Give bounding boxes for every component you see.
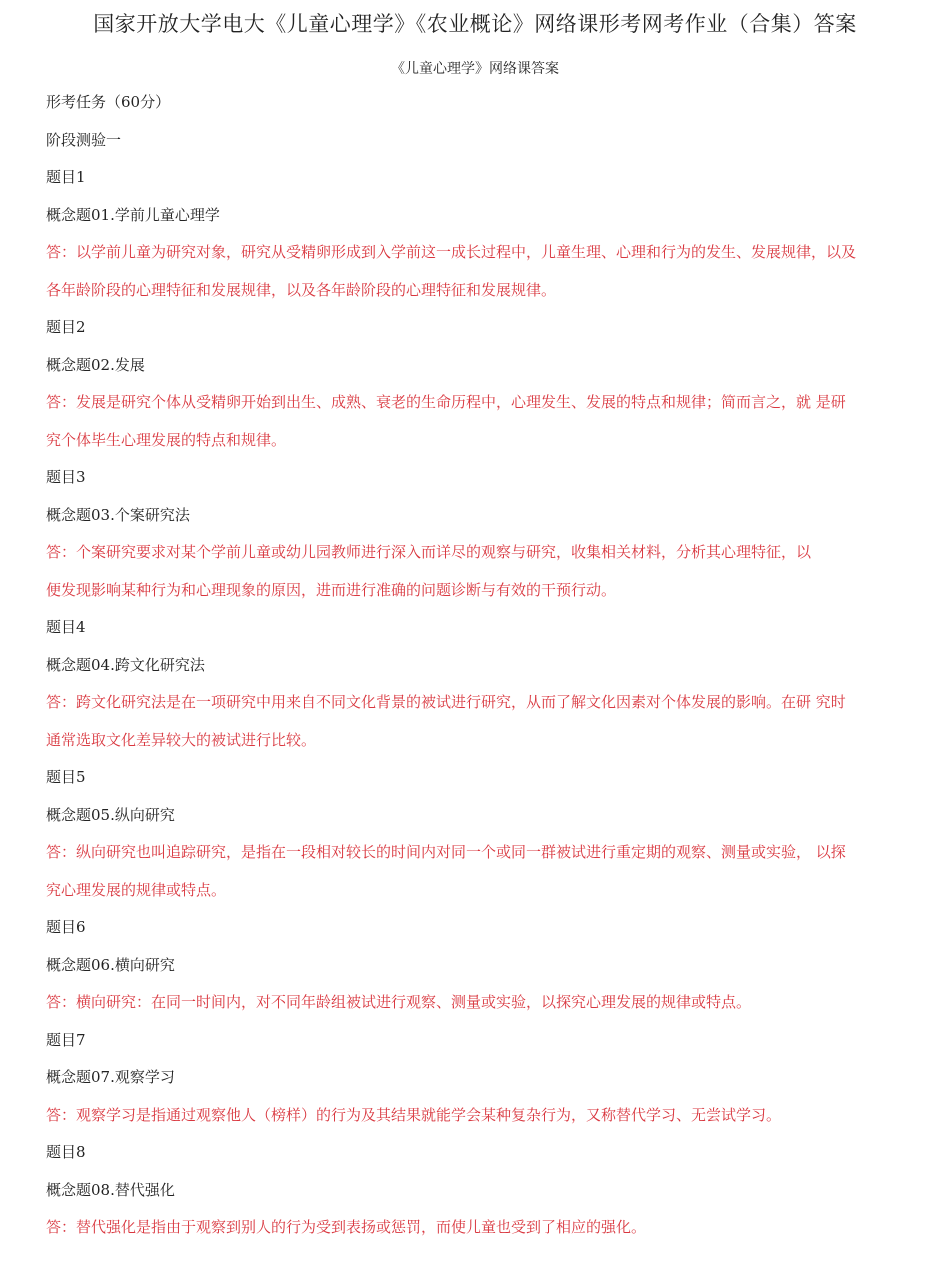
question-answer	[46, 684, 916, 759]
question-concept: 概念题08.替代强化	[46, 1180, 175, 1199]
document-body	[46, 84, 916, 1247]
question-block	[46, 309, 916, 459]
question-answer	[46, 534, 916, 609]
answer-line: 便发现影响某种行为和心理现象的原因，进而进行准确的问题诊断与有效的干预行动。	[46, 580, 617, 599]
answer-line: 究个体毕生心理发展的特点和规律。	[46, 430, 287, 449]
question-number: 题目4	[46, 618, 86, 636]
answer-line: 答：替代强化是指由于观察到别人的行为受到表扬或惩罚，而使儿童也受到了相应的强化。	[46, 1218, 647, 1236]
question-answer	[46, 984, 916, 1022]
question-number: 题目6	[46, 918, 86, 936]
answer-line: 究心理发展的规律或特点。	[46, 880, 227, 899]
document-subtitle: 《儿童心理学》网络课答案	[391, 61, 559, 77]
question-block	[46, 1134, 916, 1247]
question-number: 题目7	[46, 1030, 86, 1049]
question-answer	[46, 834, 916, 909]
answer-line: 答：个案研究要求对某个学前儿童或幼儿园教师进行深入而详尽的观察与研究，收集相关材料，分析其心理特征，以	[46, 543, 812, 561]
question-block	[46, 1022, 916, 1135]
document-title: 国家开放大学电大《儿童心理学》《农业概论》网络课形考网考作业（合集）答案	[93, 12, 857, 36]
question-number: 题目3	[46, 468, 86, 486]
question-block	[46, 759, 916, 909]
question-concept: 概念题01.学前儿童心理学	[46, 205, 220, 224]
question-number: 题目1	[46, 168, 86, 186]
question-block	[46, 159, 916, 309]
answer-line: 答：发展是研究个体从受精卵开始到出生、成熟、衰老的生命历程中，心理发生、发展的特点和规律；简而言之，就 是研	[46, 393, 846, 411]
question-answer	[46, 384, 916, 459]
question-block	[46, 909, 916, 1022]
question-concept: 概念题07.观察学习	[46, 1068, 175, 1086]
answer-line: 答：纵向研究也叫追踪研究，是指在一段相对较长的时间内对同一个或同一群被试进行重定期的观察、测量或实验， 以探	[46, 843, 846, 861]
section-heading: 形考任务（60分）	[46, 93, 171, 111]
question-concept: 概念题02.发展	[46, 355, 145, 374]
answer-line: 各年龄阶段的心理特征和发展规律，以及各年龄阶段的心理特征和发展规律。	[46, 280, 557, 299]
answer-line: 答：以学前儿童为研究对象，研究从受精卵形成到入学前这一成长过程中，儿童生理、心理和行为的发生、发展规律，以及	[46, 243, 857, 261]
question-concept: 概念题03.个案研究法	[46, 505, 190, 524]
answer-line: 通常选取文化差异较大的被试进行比较。	[46, 730, 317, 749]
question-concept: 概念题06.横向研究	[46, 955, 175, 974]
question-answer	[46, 1097, 916, 1135]
question-number: 题目5	[46, 768, 86, 786]
question-number: 题目8	[46, 1143, 86, 1161]
stage-heading: 阶段测验一	[46, 130, 122, 149]
question-block	[46, 609, 916, 759]
answer-line: 答：跨文化研究法是在一项研究中用来自不同文化背景的被试进行研究，从而了解文化因素对个体发展的影响。在研 究时	[46, 693, 846, 711]
question-number: 题目2	[46, 318, 86, 336]
question-block	[46, 459, 916, 609]
question-answer	[46, 1209, 916, 1247]
answer-line: 答：横向研究：在同一时间内，对不同年龄组被试进行观察、测量或实验，以探究心理发展的规律或特点。	[46, 993, 752, 1011]
answer-line: 答：观察学习是指通过观察他人（榜样）的行为及其结果就能学会某种复杂行为，又称替代学习、无尝试学习。	[46, 1105, 782, 1124]
question-concept: 概念题05.纵向研究	[46, 805, 175, 824]
question-concept: 概念题04.跨文化研究法	[46, 655, 205, 674]
question-answer	[46, 234, 916, 309]
question-list	[46, 159, 916, 1247]
